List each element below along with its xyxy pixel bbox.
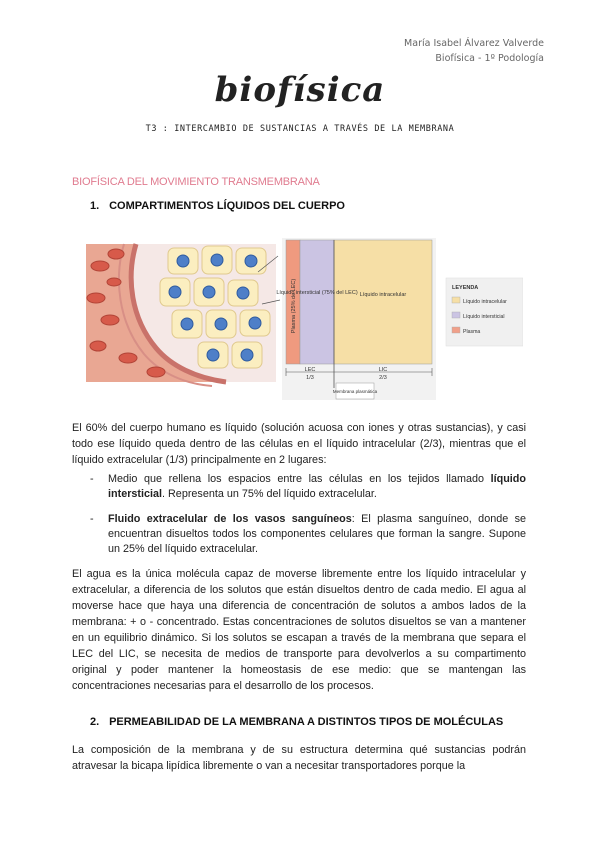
bullet-dash: - [90,473,94,485]
bullet-item-2 [90,512,526,557]
label-membrane: Membrana plasmática [332,389,378,394]
label-lec: LEC [304,367,316,373]
label-interstitial: Líquido intersticial (75% del LEC) [276,290,358,296]
label-lic-fraction: 2/3 [379,375,387,381]
page-header [404,36,544,66]
legend-title: LEYENDA [452,285,479,291]
heading-1 [90,200,345,212]
bullet-text: Fluido extracelular de los vasos sanguíneos: El plasma sanguíneo, donde se encuentran disueltos todos los componentes celulares que forman la sangre. Supone un 25% del líquido extracelular. [108,513,527,555]
compartment-diagram [282,238,436,400]
label-plasma: Plasma (25% de LEC) [291,278,297,334]
legend-item-plasma: Plasma [463,329,481,335]
bullet-dash: - [90,513,94,525]
heading-1-number: 1. [90,200,100,212]
tissue-illustration [86,244,280,386]
author-name: María Isabel Álvarez Valverde [404,38,544,49]
bullet-text: Medio que rellena los espacios entre las células en los tejidos llamado líquido intersticial. Representa un 75% del líquido extracelular. [108,473,526,500]
label-lic: LIC [378,367,388,373]
topic-title: T3 : INTERCAMBIO DE SUSTANCIAS A TRAVÉS DE LA MEMBRANA [145,124,455,134]
legend-item-interstitial: Líquido intersticial [463,314,505,320]
logo-title: biofísica [214,70,386,110]
body-fluid-figure [86,238,523,400]
paragraph-1: El 60% del cuerpo humano es líquido (solución acuosa con iones y otras sustancias), y casi todo ese líquido queda dentro de las células en el líquido intracelular (2/3), mientras que el líquido extracelular (1/3) principalmente en 2 lugares: [72,422,526,466]
heading-2-number: 2. [90,716,100,728]
legend-swatch-intracellular [452,297,460,303]
label-intracellular: Líquido intracelular [359,292,407,298]
heading-2-text: PERMEABILIDAD DE LA MEMBRANA A DISTINTOS TIPOS DE MOLÉCULAS [109,716,504,728]
paragraph-2: El agua es la única molécula capaz de moverse libremente entre los líquido intracelular y extracelular, a diferencia de los solutos que están disueltos dentro de cada medio. El agua al moverse hace que haya una diferencia de concentración de solutos a ambos lados de la membrana: + o - concentrado. Estas concentraciones de solutos disueltos se van a mantener en un equilibrio dinámico. Si los solutos se escapan a través de la membrana que separa el LEC del LIC, se necesita de medios de transporte para devolverlos a su compartimento original y poder mantener la homeostasis de ese medio: que se mantengan las concentraciones necesarias para el desarrollo de los procesos. [72,568,526,692]
heading-2 [90,716,503,728]
figure-illustration [86,238,523,400]
label-lec-fraction: 1/3 [306,375,314,381]
paragraph-3: La composición de la membrana y de su estructura determina qué sustancias podrán atravesar la bicapa lipídica libremente o van a necesitar transportadores porque la [72,744,526,772]
course-name: Biofísica - 1º Podología [435,53,544,64]
legend-item-intracellular: Líquido intracelular [463,299,507,305]
legend-swatch-interstitial [452,312,460,318]
section-title: BIOFÍSICA DEL MOVIMIENTO TRANSMEMBRANA [72,176,320,188]
bullet-item-1 [90,472,526,502]
heading-1-text: COMPARTIMENTOS LÍQUIDOS DEL CUERPO [109,200,345,212]
legend-swatch-plasma [452,327,460,333]
